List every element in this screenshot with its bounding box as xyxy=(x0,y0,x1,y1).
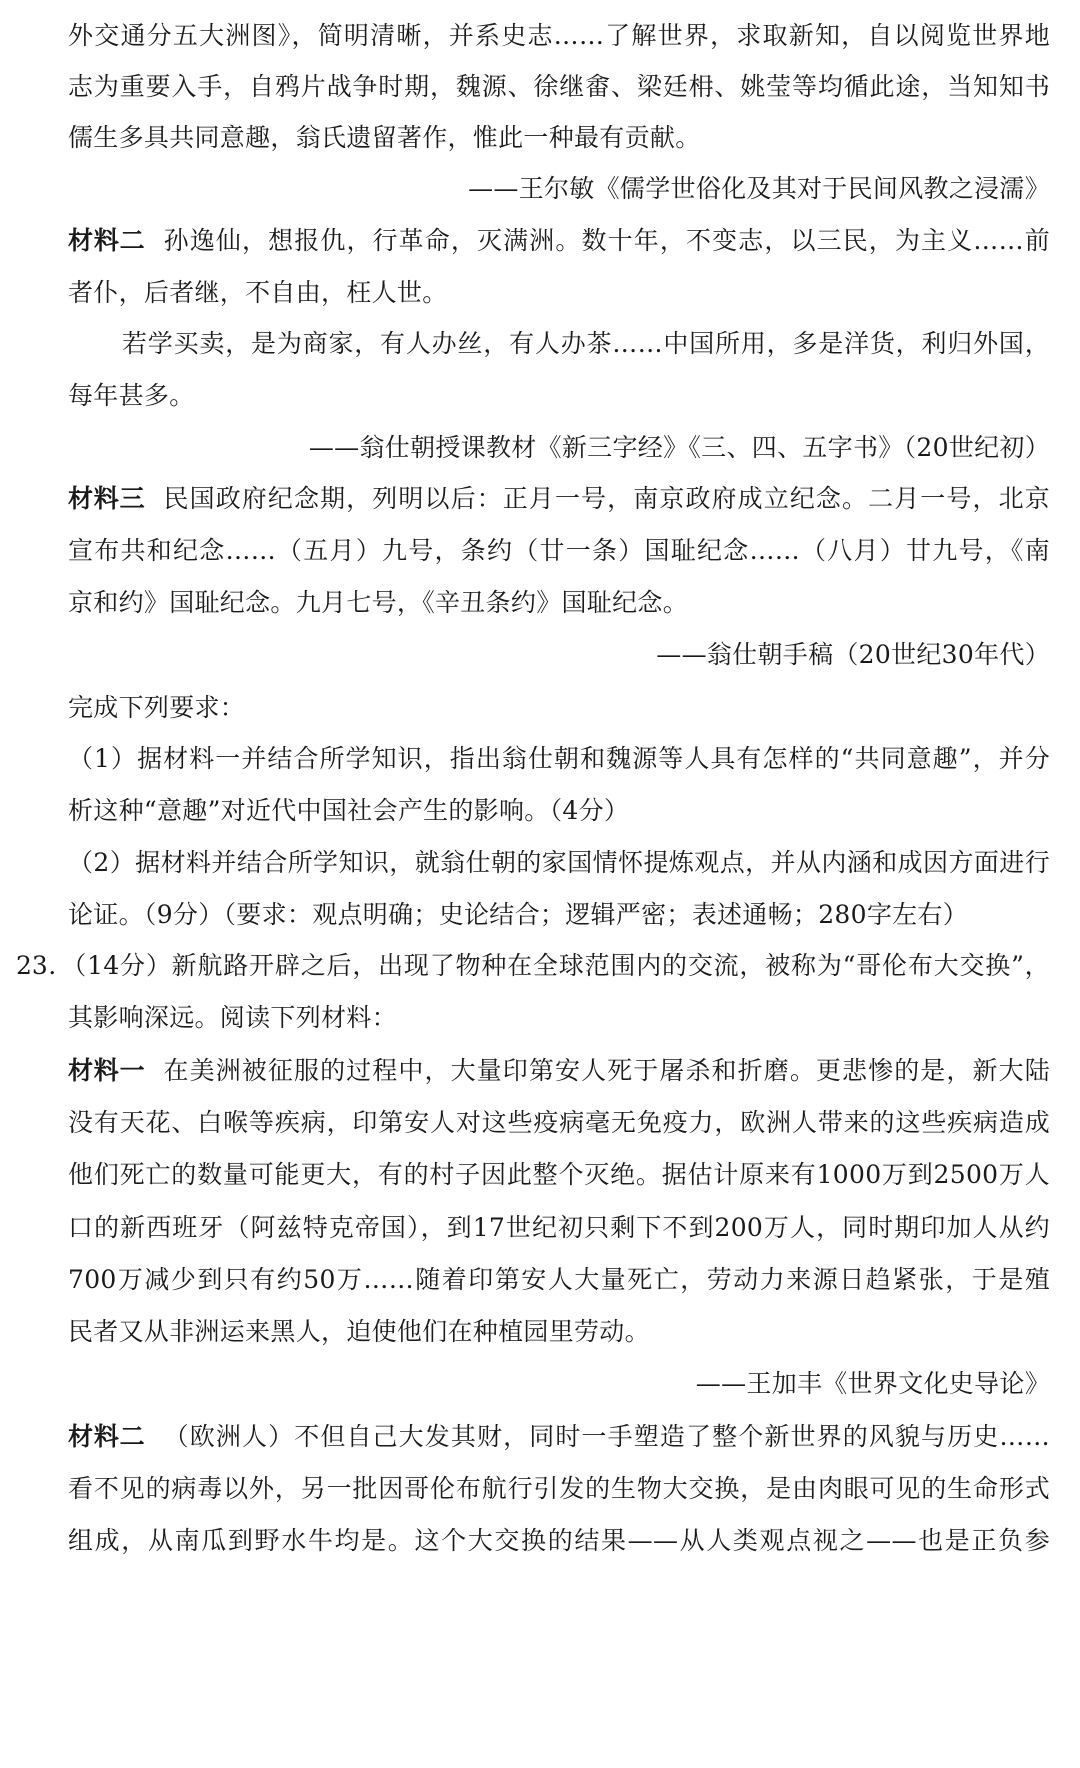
text-span: 孙逸仙，想报仇，行革命，灭满洲。数十年，不变志，以三民，为主义……前 xyxy=(163,226,1050,255)
question-line: （2）据材料并结合所学知识，就翁仕朝的家国情怀提炼观点，并从内涵和成因方面进行 xyxy=(68,848,1050,877)
text-line: 志为重要入手，自鸦片战争时期，魏源、徐继畬、梁廷枏、姚莹等均循此途，当知知书 xyxy=(68,72,1050,101)
text-line: 儒生多具共同意趣，翁氏遗留著作，惟此一种最有贡献。 xyxy=(68,123,701,152)
question-23-line xyxy=(16,949,1050,983)
text-line: 若学买卖，是为商家，有人办丝，有人办茶……中国所用，多是洋货，利归外国， xyxy=(122,329,1050,358)
text-line: 者仆，后者继，不自由，枉人世。 xyxy=(68,278,448,307)
material-label: 材料一 xyxy=(68,1056,146,1085)
text-line: 700万减少到只有约50万……随着印第安人大量死亡，劳动力来源日趋紧张，于是殖 xyxy=(68,1265,1050,1294)
question-line: 析这种“意趣”对近代中国社会产生的影响。（4分） xyxy=(68,796,630,825)
source-citation: ——翁仕朝授课教材《新三字经》《三、四、五字书》（20世纪初） xyxy=(308,433,1050,462)
question-line: （1）据材料一并结合所学知识，指出翁仕朝和魏源等人具有怎样的“共同意趣”，并分 xyxy=(68,744,1050,773)
text-line: 组成，从南瓜到野水牛均是。这个大交换的结果——从人类观点视之——也是正负参 xyxy=(68,1526,1050,1555)
material-line xyxy=(68,224,1050,258)
text-span: 民国政府纪念期，列明以后：正月一号，南京政府成立纪念。二月一号，北京 xyxy=(163,484,1050,513)
tasks-intro: 完成下列要求： xyxy=(68,693,246,722)
text-line: 民者又从非洲运来黑人，迫使他们在种植园里劳动。 xyxy=(68,1317,650,1346)
text-line: 每年甚多。 xyxy=(68,381,195,410)
text-line: 他们死亡的数量可能更大，有的村子因此整个灭绝。据估计原来有1000万到2500万人 xyxy=(68,1160,1050,1189)
material-label: 材料二 xyxy=(68,1422,146,1451)
text-line: 其影响深远。阅读下列材料： xyxy=(68,1003,397,1032)
text-line: 宣布共和纪念……（五月）九号，条约（廿一条）国耻纪念……（八月）廿九号，《南 xyxy=(68,536,1050,565)
text-span: （14分）新航路开辟之后，出现了物种在全球范围内的交流，被称为“哥伦布大交换”， xyxy=(73,951,1050,980)
text-line: 口的新西班牙（阿兹特克帝国），到17世纪初只剩下不到200万人，同时期印加人从约 xyxy=(68,1213,1050,1242)
material-label: 材料二 xyxy=(68,226,146,255)
text-span: 在美洲被征服的过程中，大量印第安人死于屠杀和折磨。更悲惨的是，新大陆 xyxy=(163,1056,1050,1085)
question-number: 23． xyxy=(16,951,74,980)
material-label: 材料三 xyxy=(68,484,146,513)
text-line: 外交通分五大洲图》，简明清晰，并系史志……了解世界，求取新知，自以阅览世界地 xyxy=(68,21,1050,50)
source-citation: ——王尔敏《儒学世俗化及其对于民间风教之浸濡》 xyxy=(468,174,1050,203)
text-line: 没有天花、白喉等疾病，印第安人对这些疫病毫无免疫力，欧洲人带来的这些疾病造成 xyxy=(68,1108,1050,1137)
question-line: 论证。（9分）（要求：观点明确；史论结合；逻辑严密；表述通畅；280字左右） xyxy=(68,900,969,929)
text-span: （欧洲人）不但自己大发其财，同时一手塑造了整个新世界的风貌与历史…… xyxy=(163,1422,1050,1451)
source-citation: ——翁仕朝手稿（20世纪30年代） xyxy=(656,640,1050,669)
material-line xyxy=(68,1054,1050,1088)
text-line: 看不见的病毒以外，另一批因哥伦布航行引发的生物大交换，是由肉眼可见的生命形式 xyxy=(68,1474,1050,1503)
material-line xyxy=(68,482,1050,516)
text-line: 京和约》国耻纪念。九月七号，《辛丑条约》国耻纪念。 xyxy=(68,588,689,617)
source-citation: ——王加丰《世界文化史导论》 xyxy=(695,1369,1050,1398)
material-line xyxy=(68,1420,1050,1454)
